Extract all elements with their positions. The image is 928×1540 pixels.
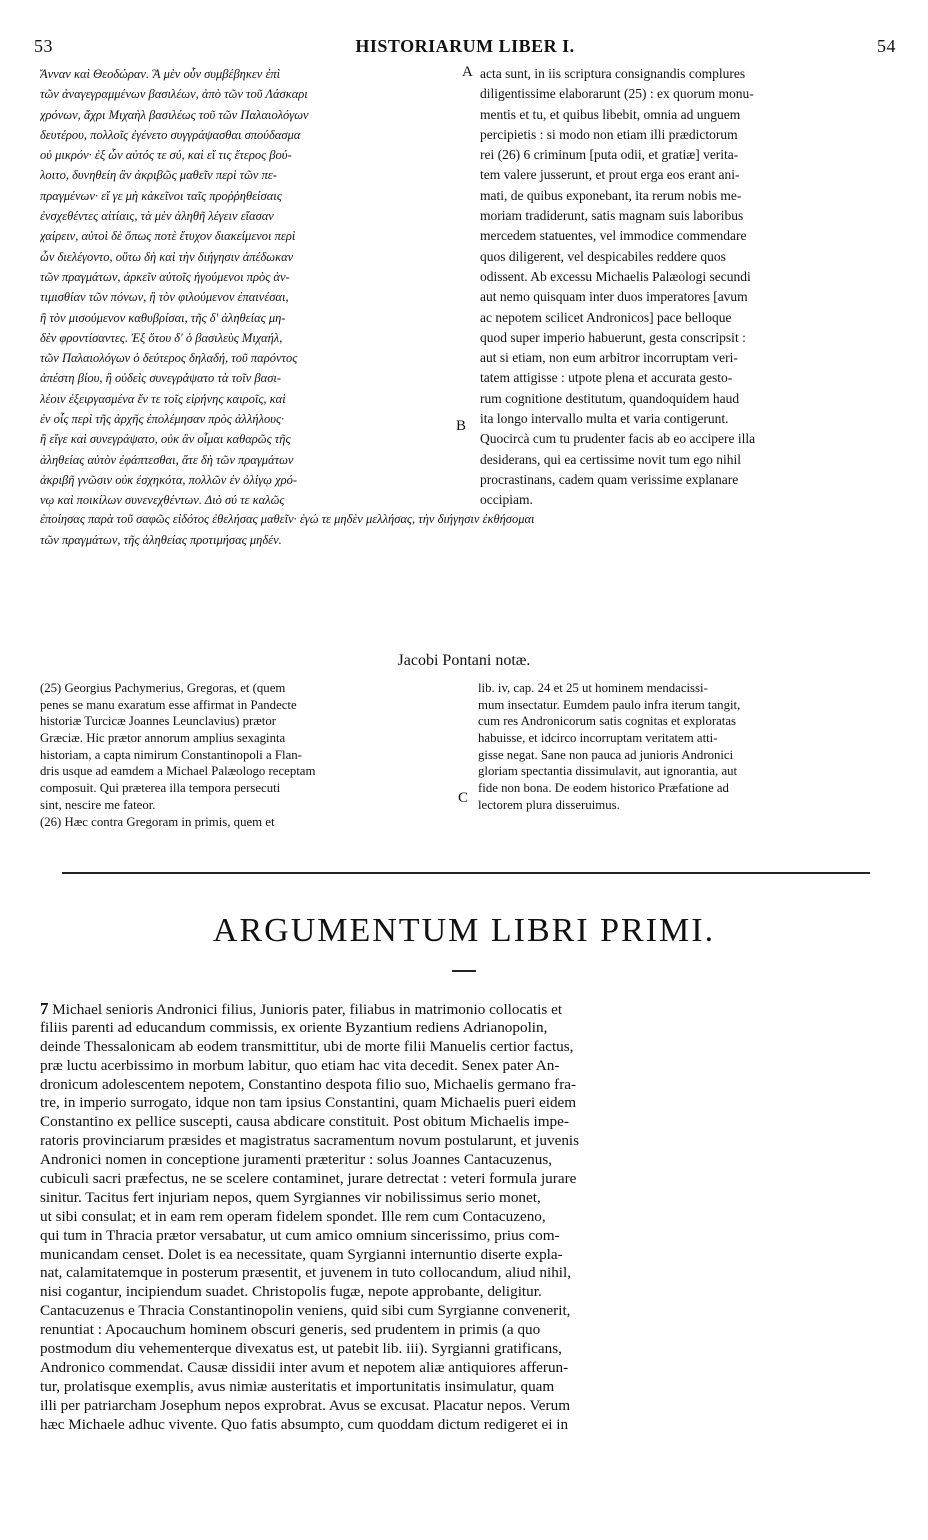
note-line: mum insectatur. Eumdem paulo infra iterum tangit, <box>478 697 741 712</box>
note-line: gisse negat. Sane non pauca ad junioris Andronici <box>478 747 734 762</box>
greek-line: ὧν διελέγοντο, οὕτω δὴ καὶ τὴν διήγησιν ἀπέδωκαν <box>40 249 294 264</box>
latin-column <box>480 64 894 511</box>
greek-line: Ἄνναν καὶ Θεοδώραν. Ἃ μὲν οὖν συμβέβηκεν ἐπὶ <box>40 67 281 81</box>
latin-line: ac nepotem scilicet Andronicos] pace belloque <box>480 309 732 325</box>
latin-line: diligentissime elaborarunt (25) : ex quorum monu- <box>480 86 754 102</box>
note-line: habuisse, et idcirco incorruptam veritatem atti- <box>478 731 718 746</box>
greek-line: τῶν Παλαιολόγων ὁ δεύτερος δηλαδή, τοῦ παρόντος <box>40 351 298 366</box>
greek-full-line: ἐποίησας παρὰ τοῦ σαφῶς εἰδότος ἐθελήσας μαθεῖν· ἐγώ τε μηδὲν μελλήσας, τὴν διήγησιν ἐκθήσομαι <box>40 512 535 526</box>
latin-line: rum cognitione destitutum, quandoquidem haud <box>480 390 740 406</box>
page-number-left: 53 <box>34 36 53 56</box>
greek-line: χρόνων, ἄχρι Μιχαὴλ βασιλέως τοῦ τῶν Παλαιολόγων <box>40 107 309 122</box>
greek-line: ἐνσχεθέντες αἰτίαις, τὰ μὲν ἀληθῆ λέγειν εἴασαν <box>40 209 274 224</box>
argument-line: Cantacuzenus e Thracia Constantinopolin veniens, quid sibi cum Syrgianne convenerit, <box>40 1302 571 1320</box>
argument-first-line: 7 Michael senioris Andronici filius, Junioris pater, filiabus in matrimonio collocatis et <box>40 1000 563 1018</box>
argument-line: præ luctu acerbissimo in morbum labitur, quo etiam hac vita decedit. Senex pater An- <box>40 1056 560 1074</box>
greek-line: ἐν οἷς περὶ τῆς ἀρχῆς ἐπολέμησαν πρὸς ἀλλήλους· <box>40 412 285 427</box>
latin-line: tatem attigisse : utpote plena et accurata gesto- <box>480 370 733 386</box>
note-line: sint, nescire me fateor. <box>40 797 156 812</box>
argument-line: tur, prolatisque exemplis, avus nimiæ austeritatis et importunitatis insimulatur, quam <box>40 1377 555 1395</box>
greek-line: τιμισθίαν τῶν πόνων, ἢ τὸν φιλούμενον ἐπαινέσαι, <box>40 290 289 305</box>
greek-line: ἢ εἴγε καὶ συνεγράψατο, οὐκ ἂν οἶμαι καθαρῶς τῆς <box>40 432 291 447</box>
section-divider <box>62 872 870 874</box>
argument-line: Andronici nomen in conceptione juramenti præteritur : solus Joannes Cantacuzenus, <box>40 1151 553 1169</box>
running-title: HISTORIARUM LIBER I. <box>355 36 575 56</box>
greek-line: οὐ μικρόν· ἐξ ὧν αὐτός τε σύ, καὶ εἴ τις ἕτερος βού- <box>40 148 292 163</box>
latin-line: odissent. Ab excessu Michaelis Palæologi secundi <box>480 268 751 284</box>
latin-line: quod super imperio habuerunt, gesta conscripsit : <box>480 329 746 345</box>
argument-line: ut sibi consulat; et in eam rem operam fidelem spondet. Ille rem cum Contacuzeno, <box>40 1207 546 1225</box>
greek-line: ἀληθείας αὐτὸν ἐφάπτεσθαι, ἅτε δὴ τῶν πραγμάτων <box>40 452 294 467</box>
latin-line: mentis et tu, et quibus libebit, omnia ad unguem <box>480 106 741 122</box>
argument-line: municandam censet. Dolet is ea necessitate, quam Syrgianni internuntio diserte expla- <box>40 1245 563 1263</box>
margin-marker-c: C <box>458 790 469 806</box>
latin-line: rei (26) 6 criminum [puta odii, et gratiæ] verita- <box>480 147 739 163</box>
greek-line: δὲν φροντίσαντες. Ἐξ ὅτου δ' ὁ βασιλεὺς Μιχαήλ, <box>40 330 283 345</box>
argument-line: postmodum diu vehementerque divexatus est, ut patebit lib. iii). Syrgianni gratificans, <box>40 1340 562 1358</box>
latin-line: percipietis : si modo non etiam illi prædictorum <box>480 126 738 142</box>
note-line: dris usque ad eamdem a Michael Palæologo receptam <box>40 764 316 779</box>
latin-line: moriam tradiderunt, satis magnam suis laboribus <box>480 208 744 224</box>
greek-line: ἀπέστη βίου, ἢ οὐδεὶς συνεγράψατο τὰ τοῖν βασι- <box>40 371 282 386</box>
latin-line: acta sunt, in iis scriptura consignandis complures <box>480 66 746 81</box>
greek-line: τῶν ἀναγεγραμμένων βασιλέων, ἀπὸ τῶν τοῦ Λάσκαρι <box>40 87 308 102</box>
argument-line: cubiculi sacri præfectus, ne se scelere contaminet, jurare detrectat : veteri formula jurare <box>40 1170 577 1188</box>
margin-marker-b: B <box>456 418 467 434</box>
argument-line: qui tum in Thracia prætor versabatur, ut cum amico omnium sincerissimo, prius com- <box>40 1226 560 1244</box>
greek-line: λοιτο, δυνηθείη ἂν ἀκριβῶς μαθεῖν περὶ τῶν πε- <box>40 168 277 183</box>
note-line: lib. iv, cap. 24 et 25 ut hominem mendacissi- <box>478 681 708 695</box>
argument-line: deinde Thessalonicam ab eodem transmittitur, ubi de morte filii Manuelis certior factus, <box>40 1037 574 1055</box>
argument-line: tre, in imperio surrogato, idque non tam ipsius Constantini, quam Michaelis pueri eidem <box>40 1094 577 1112</box>
argument-line: sinitur. Tacitus fert injuriam nepos, quem Syrgiannes vir nobilissimus serio monet, <box>40 1188 541 1206</box>
note-line: lectorem plura disseruimus. <box>478 797 620 812</box>
latin-line: Quocircà cum tu prudenter facis ab eo accipere illa <box>480 431 756 447</box>
argument-line: illi per patriarcham Josephum nepos exprobrat. Avus se excusat. Placatur nepos. Verum <box>40 1396 571 1414</box>
note-line: gloriam spectantia dissimulavit, aut ignorantia, aut <box>478 764 738 779</box>
latin-line: occipiam. <box>480 492 533 508</box>
latin-line: desiderans, qui ea certissime novit tum ego nihil <box>480 451 741 467</box>
title-dash <box>452 970 476 972</box>
note-line: penes se manu exaratum esse affirmat in Pandecte <box>40 697 297 712</box>
greek-line: τῶν πραγμάτων, ἀρκεῖν αὐτοῖς ἡγούμενοι πρὸς ἀν- <box>40 269 290 284</box>
greek-line: χαίρειν, αὐτοὶ δὲ ὅπως ποτὲ ἔτυχον διακείμενοι περὶ <box>40 229 296 244</box>
latin-line: procrastinans, cadem quam verissime explanare <box>480 471 739 487</box>
argument-line: nat, calamitatemque in posterum præsentit, et juvenem in tuto collocandum, aliud nihil, <box>40 1264 572 1282</box>
greek-line: ἢ τὸν μισούμενον καθυβρίσαι, τῆς δ' ἀληθείας μη- <box>40 310 286 325</box>
running-header <box>34 36 896 58</box>
notes-left-column <box>40 680 458 830</box>
latin-line: mercedem statuentes, vel immodice commendare <box>480 228 747 244</box>
note-line: fide non bona. De eodem historico Præfatione ad <box>478 781 729 796</box>
latin-line: tem valere jusserunt, et prout erga eos erant ani- <box>480 167 740 183</box>
greek-line: δευτέρου, πολλοῖς ἐγένετο συγγράψασθαι σπούδασμα <box>40 127 301 142</box>
latin-line: quos diligerent, vel despicabiles reddere quos <box>480 248 726 264</box>
argument-line: Constantino ex pellice suscepti, causa abdicare constituit. Post obitum Michaelis impe- <box>40 1113 569 1131</box>
notes-right-column <box>478 680 894 814</box>
page-number-right: 54 <box>877 36 896 56</box>
argument-line: nisi cogantur, incipiendum suadet. Christopolis fugæ, nepote approbante, deligitur. <box>40 1283 542 1301</box>
argument-line: filiis parenti ad educandum commissis, ex oriente Byzantium rediens Adrianopolin, <box>40 1018 548 1036</box>
greek-full-line: τῶν πραγμάτων, τῆς ἀληθείας προτιμήσας μηδέν. <box>40 533 282 547</box>
note-line: Græciæ. Hic prætor annorum amplius sexaginta <box>40 731 286 746</box>
argument-body <box>40 1000 894 1434</box>
greek-line: νῳ καὶ ποικίλων συνενεχθέντων. Διὸ σύ τε καλῶς <box>40 493 285 508</box>
note-line: historiam, a capta nimirum Constantinopoli a Flan- <box>40 747 302 762</box>
latin-line: ita longo intervallo multa et varia contigerunt. <box>480 411 729 427</box>
argument-line: renuntiat : Apocauchum hominem obscuri generis, sed prudentem in primis (a quo <box>40 1321 541 1339</box>
argument-line: dronicum adolescentem nepotem, Constantino despota filio suo, Michaelis germano fra- <box>40 1075 577 1093</box>
latin-line: mati, de quibus exponebant, ita rerum nobis me- <box>480 187 742 203</box>
notes-title: Jacobi Pontani notæ. <box>397 652 531 669</box>
margin-marker-a: A <box>462 64 473 80</box>
note-line: historiæ Turcicæ Joannes Leunclavius) prætor <box>40 714 277 729</box>
section-number: 7 <box>40 1000 49 1018</box>
greek-line: λέοιν ἐξειργασμένα ἔν τε τοῖς εἰρήνης καιροῖς, καὶ <box>40 391 286 406</box>
latin-line: aut si etiam, non eum arbitror incorruptam veri- <box>480 350 738 366</box>
argument-line: Andronico commendat. Causæ dissidii inter avum et nepotem aliæ antiquiores afferun- <box>40 1358 569 1376</box>
note-line: (26) Hæc contra Gregoram in primis, quem et <box>40 814 275 829</box>
greek-line: πραγμένων· εἴ γε μὴ κἀκεῖνοι ταῖς προῤῥηθείσαις <box>40 188 282 203</box>
note-line: (25) Georgius Pachymerius, Gregoras, et (quem <box>40 681 286 695</box>
argument-title: ARGUMENTUM LIBRI PRIMI. <box>212 912 716 949</box>
greek-line: ἀκριβῆ γνῶσιν οὐκ ἐσχηκότα, πολλῶν ἐν ὀλίγῳ χρό- <box>40 472 297 487</box>
latin-line: aut nemo quisquam inter duos imperatores [avum <box>480 289 748 305</box>
note-line: composuit. Qui præterea illa tempora persecuti <box>40 781 281 796</box>
note-line: cum res Andronicorum satis cognitas et exploratas <box>478 714 737 729</box>
argument-line: ratoris provinciarum præsides et magistratus sacramentum novum postularunt, et juvenis <box>40 1132 580 1150</box>
argument-line: hæc Michaele adhuc vivente. Quo fatis absumpto, cum quoddam dictum redigeret ei in <box>40 1415 569 1433</box>
greek-column <box>40 64 468 511</box>
